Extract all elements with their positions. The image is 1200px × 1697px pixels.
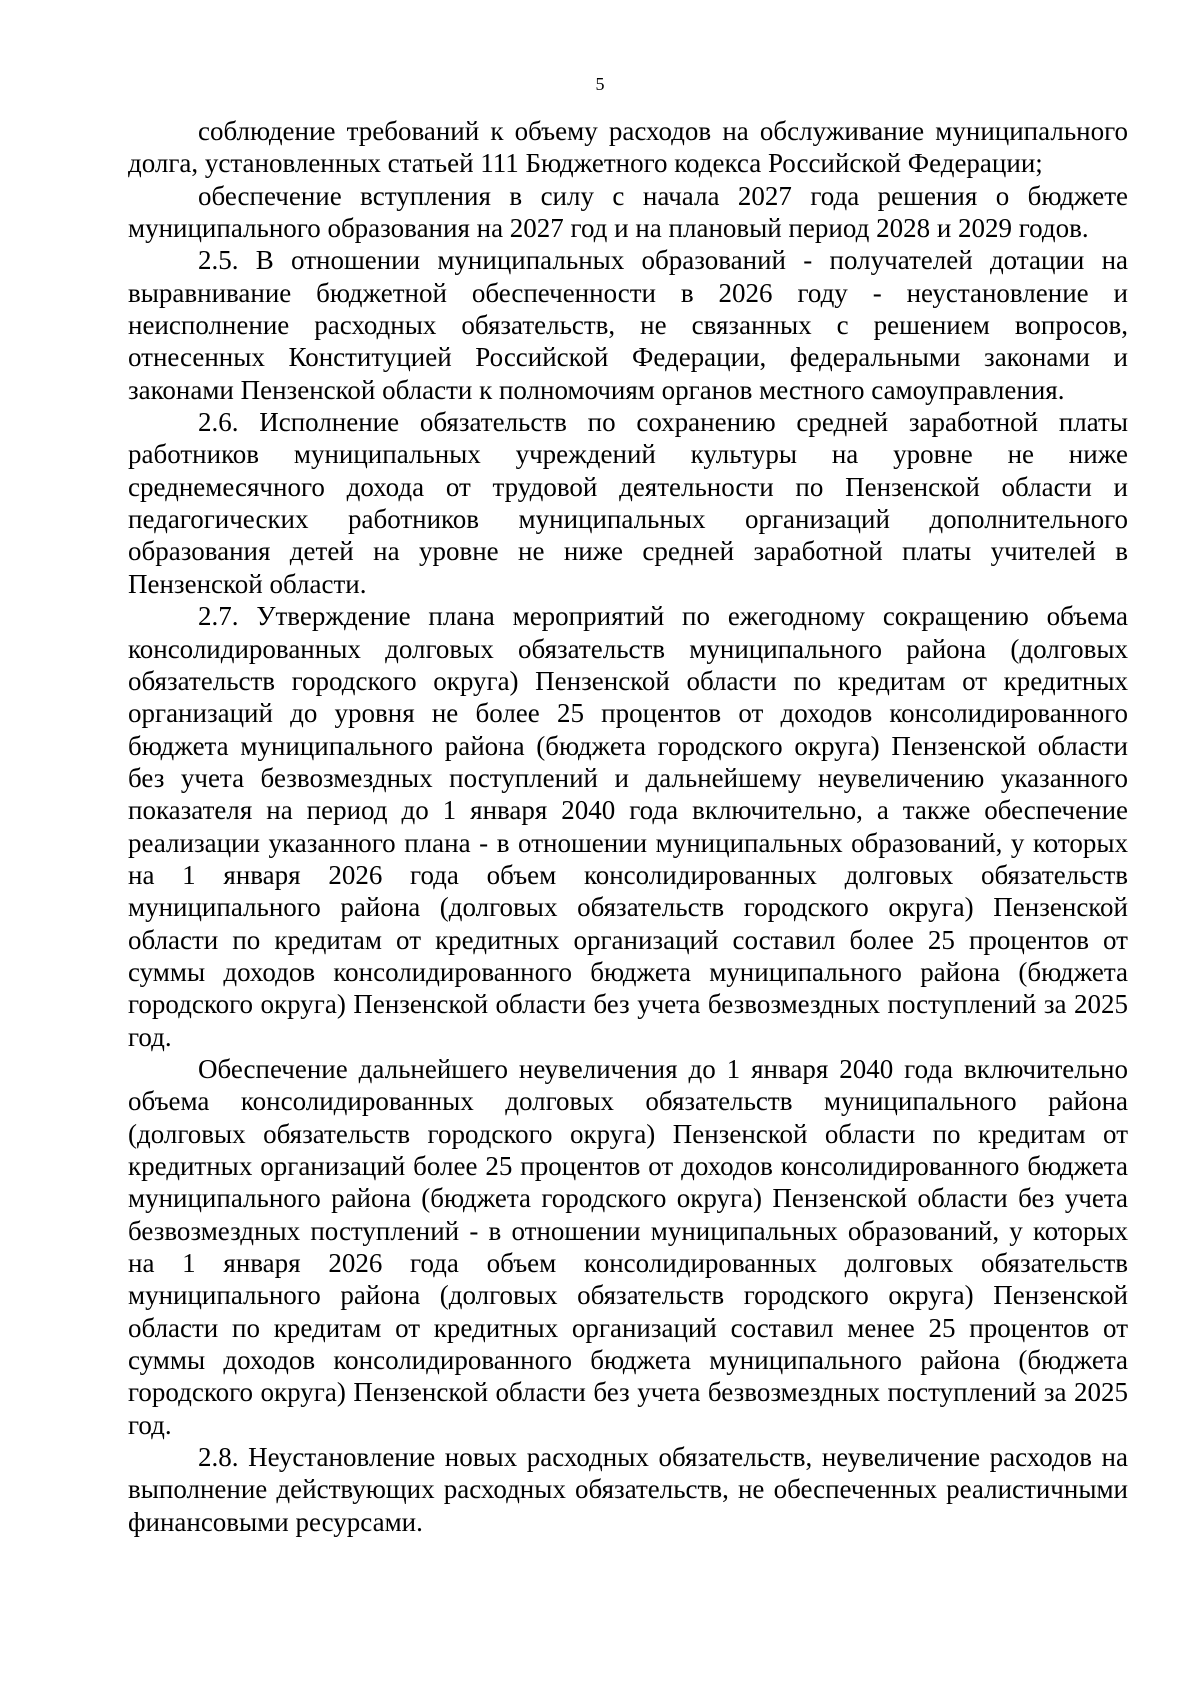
paragraph-2-7-continued: Обеспечение дальнейшего неувеличения до 1 января 2040 года включительно объема консолидированных долговых обязательств муниципального района (долговых обязательств городского округа) Пензенской области по кредитам от кредитных организаций более 25 процентов от доходов консолидированного бюджета муниципального района (бюджета городского округа) Пензенской области без учета безвозмездных поступлений - в отношении муниципальных образований, у которых на 1 января 2026 года объем консолидированных долговых обязательств муниципального района (долговых обязательств городского округа) Пензенской области по кредитам от кредитных организаций составил менее 25 процентов от суммы доходов консолидированного бюджета муниципального района (бюджета городского округа) Пензенской области без учета безвозмездных поступлений за 2025 год. (128, 1053, 1128, 1440)
paragraph-2-6: 2.6. Исполнение обязательств по сохранению средней заработной платы работников муниципальных учреждений культуры на уровне не ниже среднемесячного дохода от трудовой деятельности по Пензенской области и педагогических работников муниципальных организаций дополнительного образования детей на уровне не ниже средней заработной платы учителей в Пензенской области. (128, 407, 1128, 599)
paragraph-2-8: 2.8. Неустановление новых расходных обязательств, неувеличение расходов на выполнение действующих расходных обязательств, не обеспеченных реалистичными финансовыми ресурсами. (128, 1442, 1128, 1537)
document-body (128, 115, 1128, 1538)
paragraph-debt-service: соблюдение требований к объему расходов на обслуживание муниципального долга, установленных статьей 111 Бюджетного кодекса Российской Федерации; (128, 116, 1128, 179)
page-number: 5 (595, 74, 605, 94)
paragraph-budget-2027: обеспечение вступления в силу с начала 2027 года решения о бюджете муниципального образования на 2027 год и на плановый период 2028 и 2029 годов. (128, 180, 1128, 244)
paragraph-2-5: 2.5. В отношении муниципальных образований - получателей дотации на выравнивание бюджетной обеспеченности в 2026 году - неустановление и неисполнение расходных обязательств, не связанных с решением вопросов, отнесенных Конституцией Российской Федерации, федеральными законами и законами Пензенской области к полномочиям органов местного самоуправления. (128, 245, 1128, 405)
paragraph-2-7: 2.7. Утверждение плана мероприятий по ежегодному сокращению объема консолидированных долговых обязательств муниципального района (долговых обязательств городского округа) Пензенской области по кредитам от кредитных организаций до уровня не более 25 процентов от доходов консолидированного бюджета муниципального района (бюджета городского округа) Пензенской области без учета безвозмездных поступлений и дальнейшему неувеличению указанного показателя на период до 1 января 2040 года включительно, а также обеспечение реализации указанного плана - в отношении муниципальных образований, у которых на 1 января 2026 года объем консолидированных долговых обязательств муниципального района (долговых обязательств городского округа) Пензенской области по кредитам от кредитных организаций составил более 25 процентов от суммы доходов консолидированного бюджета муниципального района (бюджета городского округа) Пензенской области без учета безвозмездных поступлений за 2025 год. (128, 601, 1128, 1052)
